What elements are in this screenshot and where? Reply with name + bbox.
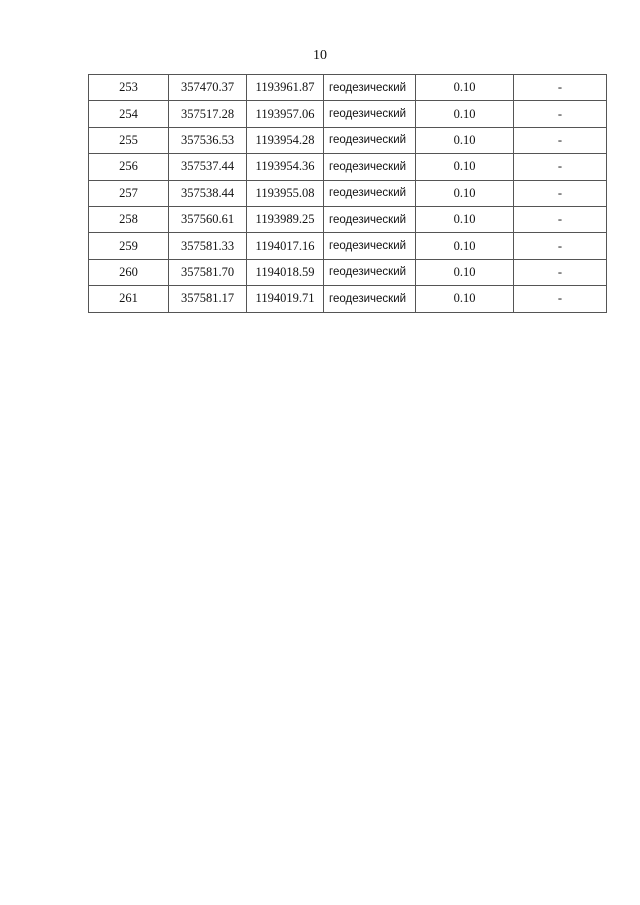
coordinates-table xyxy=(88,74,607,313)
method-cell: геодезический xyxy=(324,101,416,127)
method-cell: геодезический xyxy=(324,259,416,285)
table-row xyxy=(89,259,607,285)
x-coordinate-cell: 357581.17 xyxy=(169,286,247,312)
note-cell: - xyxy=(514,75,607,101)
method-cell: геодезический xyxy=(324,206,416,232)
x-coordinate-cell: 357537.44 xyxy=(169,154,247,180)
x-coordinate-cell: 357581.70 xyxy=(169,259,247,285)
point-number-cell: 255 xyxy=(89,127,169,153)
method-cell: геодезический xyxy=(324,180,416,206)
table-row xyxy=(89,154,607,180)
x-coordinate-cell: 357536.53 xyxy=(169,127,247,153)
point-number-cell: 258 xyxy=(89,206,169,232)
point-number-cell: 259 xyxy=(89,233,169,259)
y-coordinate-cell: 1194017.16 xyxy=(247,233,324,259)
table-row xyxy=(89,101,607,127)
y-coordinate-cell: 1194018.59 xyxy=(247,259,324,285)
y-coordinate-cell: 1193955.08 xyxy=(247,180,324,206)
table-row xyxy=(89,233,607,259)
note-cell: - xyxy=(514,233,607,259)
note-cell: - xyxy=(514,206,607,232)
note-cell: - xyxy=(514,259,607,285)
method-cell: геодезический xyxy=(324,286,416,312)
note-cell: - xyxy=(514,154,607,180)
table-row xyxy=(89,127,607,153)
y-coordinate-cell: 1194019.71 xyxy=(247,286,324,312)
y-coordinate-cell: 1193957.06 xyxy=(247,101,324,127)
point-number-cell: 261 xyxy=(89,286,169,312)
accuracy-cell: 0.10 xyxy=(416,286,514,312)
accuracy-cell: 0.10 xyxy=(416,259,514,285)
method-cell: геодезический xyxy=(324,154,416,180)
accuracy-cell: 0.10 xyxy=(416,206,514,232)
method-cell: геодезический xyxy=(324,233,416,259)
accuracy-cell: 0.10 xyxy=(416,180,514,206)
coordinates-table-body xyxy=(89,75,607,313)
note-cell: - xyxy=(514,127,607,153)
y-coordinate-cell: 1193954.28 xyxy=(247,127,324,153)
table-row xyxy=(89,75,607,101)
note-cell: - xyxy=(514,101,607,127)
x-coordinate-cell: 357560.61 xyxy=(169,206,247,232)
point-number-cell: 253 xyxy=(89,75,169,101)
accuracy-cell: 0.10 xyxy=(416,101,514,127)
method-cell: геодезический xyxy=(324,75,416,101)
method-cell: геодезический xyxy=(324,127,416,153)
point-number-cell: 254 xyxy=(89,101,169,127)
point-number-cell: 260 xyxy=(89,259,169,285)
y-coordinate-cell: 1193954.36 xyxy=(247,154,324,180)
point-number-cell: 257 xyxy=(89,180,169,206)
table-row xyxy=(89,206,607,232)
x-coordinate-cell: 357470.37 xyxy=(169,75,247,101)
y-coordinate-cell: 1193989.25 xyxy=(247,206,324,232)
accuracy-cell: 0.10 xyxy=(416,127,514,153)
table-row xyxy=(89,286,607,312)
note-cell: - xyxy=(514,286,607,312)
x-coordinate-cell: 357538.44 xyxy=(169,180,247,206)
point-number-cell: 256 xyxy=(89,154,169,180)
note-cell: - xyxy=(514,180,607,206)
accuracy-cell: 0.10 xyxy=(416,75,514,101)
y-coordinate-cell: 1193961.87 xyxy=(247,75,324,101)
accuracy-cell: 0.10 xyxy=(416,154,514,180)
table-row xyxy=(89,180,607,206)
page-number: 10 xyxy=(313,48,327,63)
accuracy-cell: 0.10 xyxy=(416,233,514,259)
x-coordinate-cell: 357581.33 xyxy=(169,233,247,259)
x-coordinate-cell: 357517.28 xyxy=(169,101,247,127)
